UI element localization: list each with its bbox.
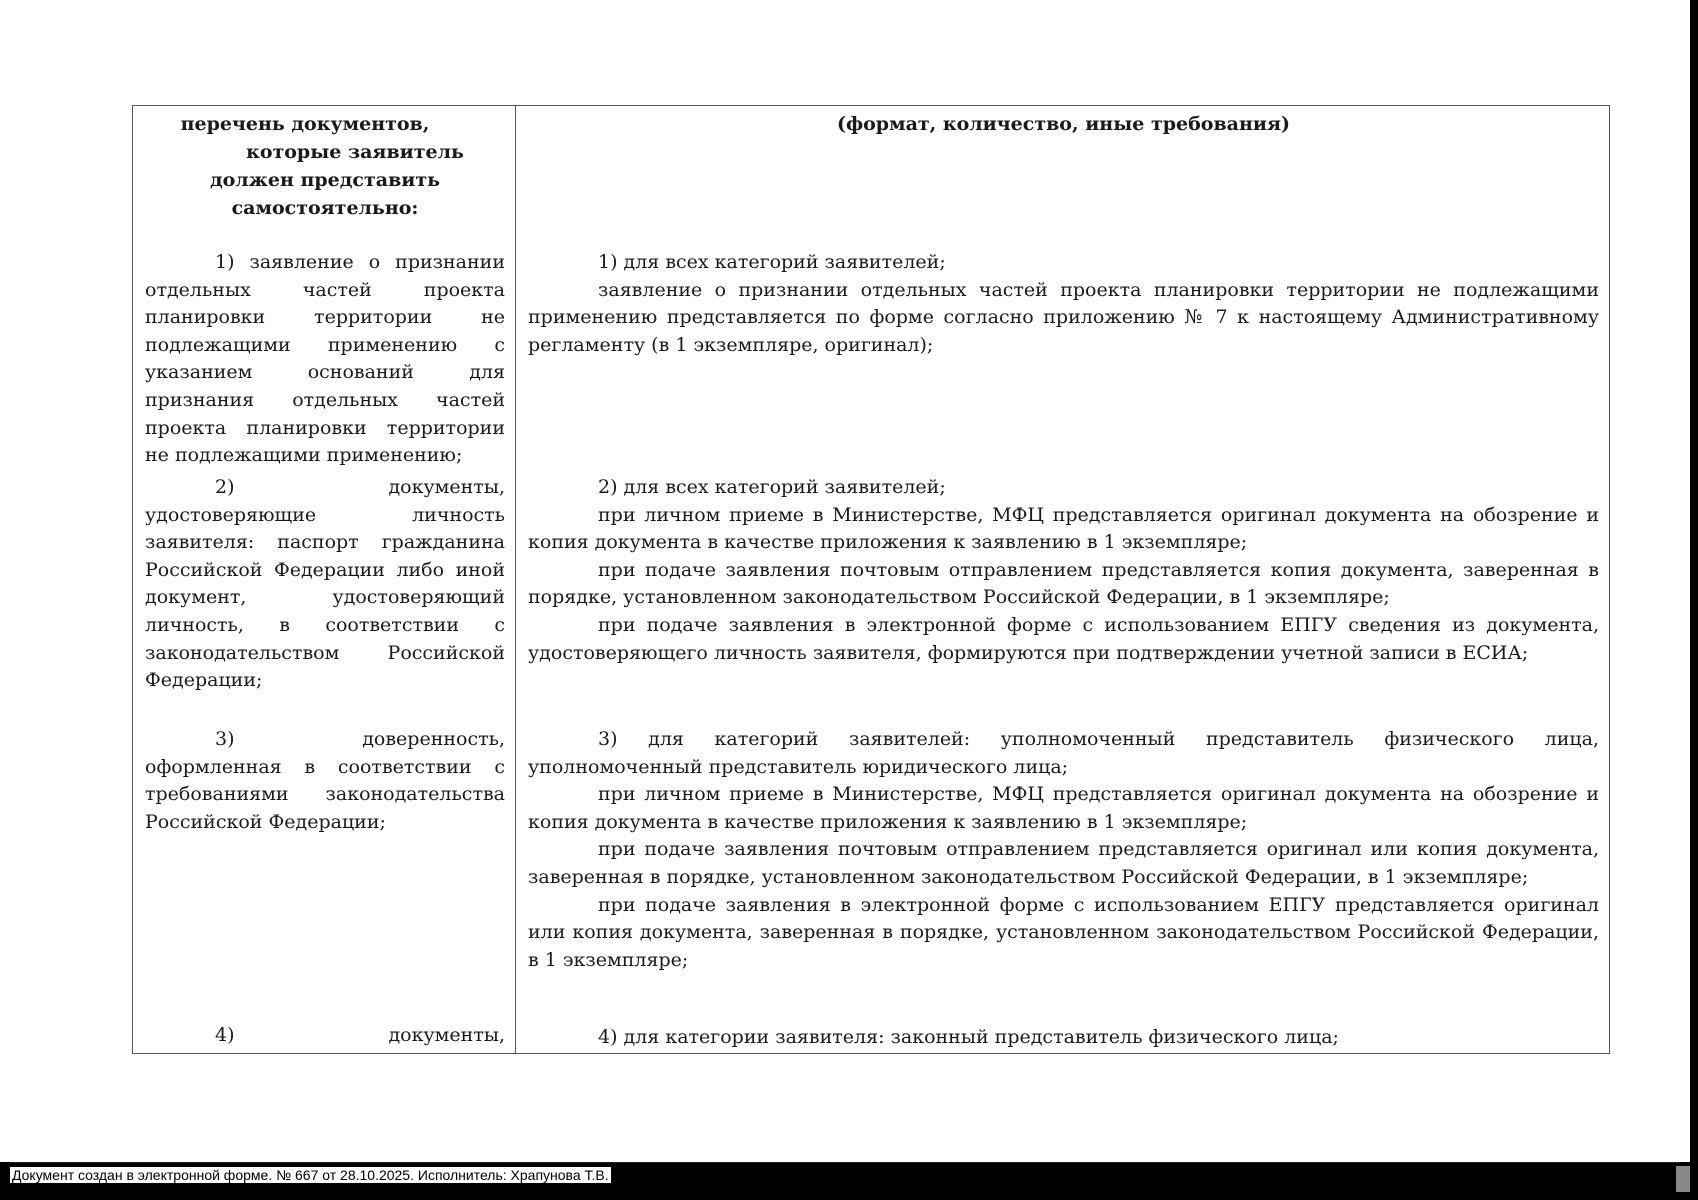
table-cell-left xyxy=(145,474,505,695)
cell-paragraph: при подаче заявления в электронной форме с использованием ЕПГУ представляется оригинал или копия документа, заверенная в порядке, установленном законодательством Российской Федерации, в 1 экземпляре; xyxy=(528,893,1599,971)
cell-text: 1) заявление о признании отдельных частей проекта планировки территории не подлежащими применению с указанием оснований для признания отдельных частей проекта планировки территории не подлежащими применению; xyxy=(145,251,505,467)
cell-text: 2) документы, удостоверяющие личность заявителя: паспорт гражданина Российской Федерации либо иной документ, удостоверяющий личность, в соответствии с законодательством Российской Федерации; xyxy=(145,476,505,692)
table-column-documents xyxy=(133,106,516,1053)
cell-paragraph: при подаче заявления почтовым отправлением представляется оригинал или копия документа, заверенная в порядке, установленном законодательством Российской Федерации, в 1 экземпляре; xyxy=(528,838,1599,888)
cell-paragraph: при подаче заявления почтовым отправлением представляется копия документа, заверенная в порядке, установленном законодательством Российской Федерации, в 1 экземпляре; xyxy=(528,558,1599,609)
cell-paragraph: 3) для категорий заявителей: уполномоченный представитель физического лица, уполномоченный представитель юридического лица; xyxy=(528,728,1599,778)
cell-text: 4) xyxy=(215,1024,235,1046)
table-column-requirements xyxy=(516,106,1609,1053)
cell-text: документы, xyxy=(388,1024,505,1046)
cell-paragraph: заявление о признании отдельных частей проекта планировки территории не подлежащими применению представляется по форме согласно приложению № 7 к настоящему Административному регламенту (в 1 экземпляре, оригинал); xyxy=(528,278,1599,356)
left-header-line: которые заявитель xyxy=(246,141,464,163)
footer-divider xyxy=(10,1162,1680,1163)
table-cell-right xyxy=(528,249,1599,359)
cell-paragraph: при личном приеме в Министерстве, МФЦ представляется оригинал документа на обозрение и копия документа в качестве приложения к заявлению в 1 экземпляре; xyxy=(528,783,1599,833)
cell-paragraph: 1) для всех категорий заявителей; xyxy=(598,251,946,273)
table-cell-left xyxy=(145,249,505,470)
cell-paragraph: при личном приеме в Министерстве, МФЦ представляется оригинал документа на обозрение и копия документа в качестве приложения к заявлению в 1 экземпляре; xyxy=(528,503,1599,554)
footer-stamp-text: Документ создан в электронной форме. № 667 от 28.10.2025. Исполнитель: Храпунова Т.В. xyxy=(12,1167,609,1183)
table-cell-right xyxy=(528,474,1599,667)
left-header-line: перечень документов, xyxy=(180,113,430,135)
table-cell-right xyxy=(528,726,1599,974)
cell-paragraph: при подаче заявления в электронной форме с использованием ЕПГУ сведения из документа, удостоверяющего личность заявителя, формируются при подтверждении учетной записи в ЕСИА; xyxy=(528,613,1599,664)
right-column-header: (формат, количество, иные требования) xyxy=(836,113,1290,135)
cell-text: 3) доверенность, оформленная в соответствии с требованиями законодательства Российской Федерации; xyxy=(145,728,505,833)
requirements-table xyxy=(132,105,1610,1054)
table-cell-left xyxy=(145,1024,505,1046)
cell-paragraph: 2) для всех категорий заявителей; xyxy=(598,476,946,498)
cell-paragraph: 4) для категории заявителя: законный представитель физического лица; xyxy=(598,1026,1339,1048)
left-header-line: должен представить xyxy=(209,169,441,191)
table-cell-right xyxy=(528,1024,1599,1052)
left-header-line: самостоятельно: xyxy=(231,197,419,219)
table-cell-left xyxy=(145,726,505,836)
scroll-thumb-icon[interactable] xyxy=(1676,1166,1690,1192)
left-column-header xyxy=(145,110,505,222)
